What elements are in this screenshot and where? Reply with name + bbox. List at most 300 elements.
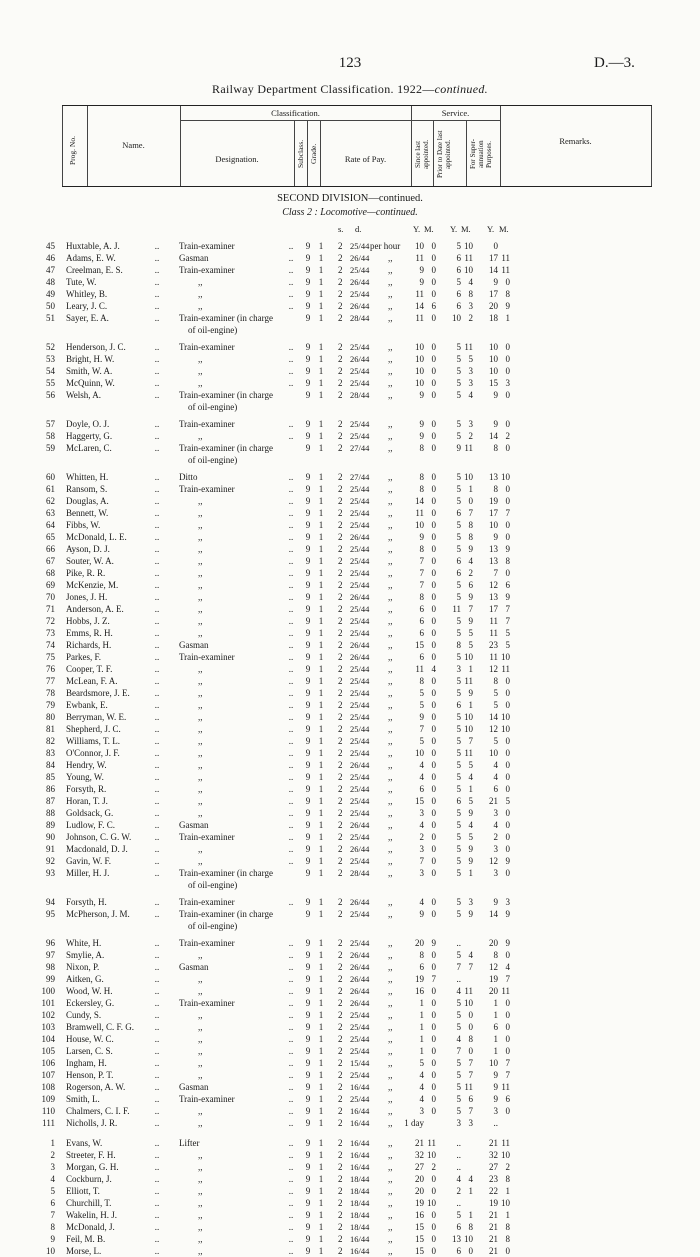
rate-shillings-cell: 2 [338, 366, 343, 376]
leader-dots: .. [288, 301, 294, 311]
rate-unit-cell: ,, [388, 760, 393, 770]
designation-cell: ,, [198, 1174, 203, 1184]
name-cell: Cooper, T. F. [66, 664, 113, 674]
table-row [0, 896, 700, 908]
subclass-cell: 9 [305, 431, 311, 441]
rate-shillings-cell: 2 [338, 736, 343, 746]
service-value-cell: 9 [419, 390, 424, 400]
service-value-cell: 0 [431, 962, 436, 972]
service-value-cell: 20 [489, 301, 498, 311]
designation-cell: ,, [198, 1118, 203, 1128]
rate-shillings-cell: 2 [338, 443, 343, 453]
designation-continuation-cell: of oil-engine) [188, 880, 238, 890]
leader-dots: .. [154, 856, 160, 866]
name-cell: Aitken, G. [66, 974, 104, 984]
rate-shillings-cell: 2 [338, 986, 343, 996]
designation-cell: ,, [198, 724, 203, 734]
leader-dots: .. [288, 748, 294, 758]
name-cell: Tute, W. [66, 277, 97, 287]
service-value-cell: 5 [456, 1094, 461, 1104]
rate-shillings-cell: 2 [338, 520, 343, 530]
service-value-cell: 3 [505, 897, 510, 907]
rate-unit-cell: ,, [388, 568, 393, 578]
rate-shillings-cell: 2 [338, 897, 343, 907]
table-row [0, 543, 700, 555]
rate-unit-cell: ,, [388, 616, 393, 626]
rate-pence-cell: 26/44 [350, 986, 370, 996]
rate-pence-cell: 25/44 [350, 544, 370, 554]
rate-shillings-cell: 2 [338, 832, 343, 842]
rate-shillings-cell: 2 [338, 265, 343, 275]
service-value-cell: 6 [493, 784, 498, 794]
table-row [0, 1021, 700, 1033]
table-row-continuation [0, 401, 700, 413]
name-cell: Horan, T. J. [66, 796, 108, 806]
rate-pence-cell: 25/44 [350, 378, 370, 388]
subclass-cell: 9 [305, 652, 311, 662]
service-value-cell: 1 [419, 1022, 424, 1032]
rate-pence-cell: 25/44 [350, 616, 370, 626]
leader-dots: .. [154, 676, 160, 686]
leader-dots: .. [288, 712, 294, 722]
subclass-cell: 9 [305, 1174, 311, 1184]
prog-no-cell: 110 [41, 1106, 55, 1116]
prog-no-cell: 111 [42, 1118, 55, 1128]
rate-pence-cell: 26/44 [350, 640, 370, 650]
subclass-cell: 9 [305, 604, 311, 614]
name-cell: Macdonald, D. J. [66, 844, 128, 854]
table-row [0, 675, 700, 687]
service-value-cell: 20 [415, 1186, 424, 1196]
service-value-cell: 5 [456, 856, 461, 866]
header-since-last: Since last appointed. [414, 139, 430, 169]
subclass-cell: 9 [305, 544, 311, 554]
service-value-cell: 0 [431, 265, 436, 275]
subclass-cell: 9 [305, 909, 311, 919]
service-value-cell: 8 [505, 1234, 510, 1244]
service-value-cell: 5 [419, 736, 424, 746]
rate-pence-cell: 26/44 [350, 652, 370, 662]
leader-dots: .. [154, 1106, 160, 1116]
rate-shillings-cell: 2 [338, 628, 343, 638]
rate-pence-cell: 25/44 [350, 241, 370, 251]
service-value-cell: 0 [468, 1246, 473, 1256]
leader-dots: .. [154, 712, 160, 722]
service-value-cell: 8 [493, 950, 498, 960]
rate-unit-cell: ,, [388, 938, 393, 948]
service-value-cell: 21 [489, 1138, 498, 1148]
service-value-cell: 11 [501, 664, 510, 674]
service-value-cell: 10 [415, 520, 424, 530]
service-value-cell: 0 [505, 998, 510, 1008]
service-value-cell: 21 [489, 1234, 498, 1244]
leader-dots: .. [154, 580, 160, 590]
leader-dots: .. [288, 1210, 294, 1220]
table-row [0, 1173, 700, 1185]
rate-pence-cell: 25/44 [350, 580, 370, 590]
prog-no-cell: 103 [41, 1022, 55, 1032]
service-value-cell: 0 [431, 289, 436, 299]
service-value-cell: 1 [419, 1046, 424, 1056]
designation-cell: Train-examiner (in charge [179, 390, 273, 400]
designation-cell: ,, [198, 544, 203, 554]
service-value-cell: 7 [431, 974, 436, 984]
name-cell: O'Connor, J. F. [66, 748, 120, 758]
grade-cell: 1 [318, 676, 324, 686]
service-value-cell: 32 [415, 1150, 424, 1160]
service-value-cell: 9 [505, 909, 510, 919]
rate-unit-cell: ,, [388, 520, 393, 530]
prog-no-cell: 92 [46, 856, 55, 866]
designation-cell: Train-examiner [179, 832, 235, 842]
rate-pence-cell: 26/44 [350, 950, 370, 960]
table-row [0, 1209, 700, 1221]
service-value-cell: 2 [505, 1162, 510, 1172]
service-value-cell: 11 [427, 1138, 436, 1148]
service-value-cell: 7 [468, 962, 473, 972]
service-value-cell: 9 [468, 544, 473, 554]
service-value-cell: 8 [493, 443, 498, 453]
rate-unit-cell: ,, [388, 1138, 393, 1148]
rate-pence-cell: 16/44 [350, 1234, 370, 1244]
service-value-cell: 4 [431, 664, 436, 674]
leader-dots: .. [288, 974, 294, 984]
service-value-cell: 11 [415, 664, 424, 674]
service-value-cell: 17 [489, 253, 498, 263]
designation-cell: ,, [198, 950, 203, 960]
table-row-continuation [0, 879, 700, 891]
designation-cell: ,, [198, 712, 203, 722]
leader-dots: .. [154, 700, 160, 710]
service-value-cell: 0 [431, 419, 436, 429]
leader-dots: .. [154, 784, 160, 794]
service-value-cell: 5 [456, 354, 461, 364]
leader-dots: .. [288, 688, 294, 698]
service-value-cell: 7 [493, 568, 498, 578]
designation-cell: Train-examiner [179, 419, 235, 429]
name-cell: Evans, W. [66, 1138, 103, 1148]
prog-no-cell: 50 [46, 301, 55, 311]
subclass-cell: 9 [305, 962, 311, 972]
service-value-cell: 0 [505, 820, 510, 830]
rate-pence-cell: 25/44 [350, 1010, 370, 1020]
service-value-cell: 4 [468, 556, 473, 566]
table-row [0, 264, 700, 276]
table-row [0, 831, 700, 843]
service-value-cell: 5 [456, 472, 461, 482]
service-value-cell: 4 [456, 986, 461, 996]
rate-unit-cell: ,, [388, 748, 393, 758]
leader-dots: .. [288, 496, 294, 506]
service-value-cell: 5 [505, 628, 510, 638]
name-cell: Berryman, W. E. [66, 712, 127, 722]
name-cell: McKenzie, M. [66, 580, 119, 590]
subclass-cell: 9 [305, 1150, 311, 1160]
service-value-cell: 5 [456, 676, 461, 686]
subclass-cell: 9 [305, 1198, 311, 1208]
service-value-cell: 5 [493, 700, 498, 710]
name-cell: Henson, P. T. [66, 1070, 114, 1080]
leader-dots: .. [288, 289, 294, 299]
prog-no-cell: 52 [46, 342, 55, 352]
rate-unit-cell: ,, [388, 313, 393, 323]
grade-cell: 1 [318, 1198, 324, 1208]
service-value-cell: 0 [505, 868, 510, 878]
designation-cell: Train-examiner (in charge [179, 443, 273, 453]
service-value-cell: 0 [431, 652, 436, 662]
rate-pence-cell: 25/44 [350, 1034, 370, 1044]
service-value-cell: 11 [415, 289, 424, 299]
subclass-cell: 9 [305, 950, 311, 960]
service-value-cell: 0 [505, 1106, 510, 1116]
service-value-cell: 1 day [404, 1118, 424, 1128]
grade-cell: 1 [318, 604, 324, 614]
grade-cell: 1 [318, 354, 324, 364]
service-value-cell: 5 [456, 808, 461, 818]
table-row [0, 567, 700, 579]
service-value-cell: 8 [419, 484, 424, 494]
leader-dots: .. [154, 974, 160, 984]
service-value-cell: 2 [456, 1186, 461, 1196]
service-value-cell: 0 [431, 1070, 436, 1080]
leader-dots: .. [288, 366, 294, 376]
service-value-cell: 7 [468, 1106, 473, 1116]
rate-unit-cell: ,, [388, 796, 393, 806]
rate-unit-cell: ,, [388, 724, 393, 734]
leader-dots: .. [288, 1198, 294, 1208]
service-value-cell: 0 [431, 760, 436, 770]
rate-pence-cell: 25/44 [350, 342, 370, 352]
grade-cell: 1 [318, 289, 324, 299]
rate-pence-cell: 25/44 [350, 496, 370, 506]
name-cell: Nicholls, J. R. [66, 1118, 118, 1128]
leader-dots: .. [288, 1034, 294, 1044]
name-cell: Smith, L. [66, 1094, 100, 1104]
service-value-cell: 15 [415, 796, 424, 806]
service-value-cell: 5 [456, 277, 461, 287]
subclass-cell: 9 [305, 856, 311, 866]
service-value-cell: 1 [468, 664, 473, 674]
leader-dots: .. [288, 998, 294, 1008]
prog-no-cell: 76 [46, 664, 55, 674]
service-value-cell: 9 [505, 544, 510, 554]
name-cell: Sayer, E. A. [66, 313, 109, 323]
service-value-cell: 18 [489, 313, 498, 323]
service-value-cell: 16 [415, 986, 424, 996]
grade-cell: 1 [318, 378, 324, 388]
service-value-cell: 0 [468, 1046, 473, 1056]
service-value-cell: 0 [505, 950, 510, 960]
rate-unit-cell: ,, [388, 1186, 393, 1196]
leader-dots: .. [288, 1046, 294, 1056]
grade-cell: 1 [318, 241, 324, 251]
service-value-cell: 3 [456, 664, 461, 674]
subclass-cell: 9 [305, 1210, 311, 1220]
designation-cell: ,, [198, 1210, 203, 1220]
page-title [0, 82, 700, 97]
service-value-cell: 0 [431, 592, 436, 602]
service-value-cell: 10 [489, 354, 498, 364]
name-cell: Goldsack, G. [66, 808, 114, 818]
service-value-cell: 9 [468, 616, 473, 626]
name-cell: Larsen, C. S. [66, 1046, 113, 1056]
table-row [0, 973, 700, 985]
leader-dots: .. [154, 1198, 160, 1208]
rate-pence-cell: 26/44 [350, 532, 370, 542]
rate-unit-cell: ,, [388, 1162, 393, 1172]
grade-cell: 1 [318, 938, 324, 948]
rate-unit-cell: ,, [388, 820, 393, 830]
table-row [0, 1105, 700, 1117]
rate-unit-cell: ,, [388, 868, 393, 878]
service-value-cell: 9 [431, 938, 436, 948]
service-value-cell: 20 [415, 938, 424, 948]
service-value-cell: 10 [489, 748, 498, 758]
service-value-cell: 0 [505, 277, 510, 287]
service-value-cell: 0 [431, 897, 436, 907]
name-cell: Feil, M. B. [66, 1234, 106, 1244]
name-cell: Ewbank, E. [66, 700, 108, 710]
prog-no-cell: 45 [46, 241, 55, 251]
service-value-cell: .. [456, 1162, 461, 1172]
rate-unit-cell: ,, [388, 508, 393, 518]
designation-cell: ,, [198, 796, 203, 806]
rate-shillings-cell: 2 [338, 1198, 343, 1208]
leader-dots: .. [154, 342, 160, 352]
rate-shillings-cell: 2 [338, 390, 343, 400]
service-value-cell: 1 [493, 1046, 498, 1056]
table-row [0, 442, 700, 454]
grade-cell: 1 [318, 1222, 324, 1232]
table-row [0, 1149, 700, 1161]
service-value-cell: 0 [431, 443, 436, 453]
name-cell: Johnson, C. G. W. [66, 832, 132, 842]
prog-no-cell: 56 [46, 390, 55, 400]
leader-dots: .. [288, 820, 294, 830]
prog-no-cell: 7 [50, 1210, 55, 1220]
leader-dots: .. [288, 628, 294, 638]
leader-dots: .. [154, 532, 160, 542]
prog-no-cell: 66 [46, 544, 55, 554]
service-value-cell: 1 [468, 1210, 473, 1220]
service-value-cell: 10 [464, 652, 473, 662]
prog-no-cell: 83 [46, 748, 55, 758]
service-value-cell: 0 [493, 241, 498, 251]
service-value-cell: 9 [419, 532, 424, 542]
rate-unit-cell: ,, [388, 1046, 393, 1056]
prog-no-cell: 72 [46, 616, 55, 626]
subclass-cell: 9 [305, 820, 311, 830]
rate-pence-cell: 25/44 [350, 366, 370, 376]
table-row [0, 627, 700, 639]
service-value-cell: 0 [505, 736, 510, 746]
rate-shillings-cell: 2 [338, 301, 343, 311]
rate-shillings-cell: 2 [338, 253, 343, 263]
rate-pence-cell: 25/44 [350, 784, 370, 794]
leader-dots: .. [154, 897, 160, 907]
subclass-cell: 9 [305, 1070, 311, 1080]
table-row [0, 430, 700, 442]
rate-unit-cell: ,, [388, 354, 393, 364]
leader-dots: .. [154, 390, 160, 400]
service-value-cell: 12 [489, 724, 498, 734]
table-row [0, 1117, 700, 1129]
service-value-cell: 10 [415, 342, 424, 352]
service-value-cell: 0 [431, 688, 436, 698]
service-value-cell: 7 [456, 1046, 461, 1056]
leader-dots: .. [154, 1022, 160, 1032]
subclass-cell: 9 [305, 580, 311, 590]
service-value-cell: 9 [468, 909, 473, 919]
grade-cell: 1 [318, 592, 324, 602]
service-value-cell: 19 [489, 496, 498, 506]
rate-pence-cell: 25/44 [350, 520, 370, 530]
rate-shillings-cell: 2 [338, 1222, 343, 1232]
grade-cell: 1 [318, 1234, 324, 1244]
leader-dots: .. [288, 1234, 294, 1244]
rate-pence-cell: 16/44 [350, 1106, 370, 1116]
service-value-cell: 2 [505, 431, 510, 441]
rate-unit-cell: ,, [388, 342, 393, 352]
service-value-cell: 0 [431, 1022, 436, 1032]
service-value-cell: 5 [456, 241, 461, 251]
service-value-cell: 21 [489, 1246, 498, 1256]
subclass-cell: 9 [305, 568, 311, 578]
leader-dots: .. [154, 652, 160, 662]
service-value-cell: 10 [464, 724, 473, 734]
service-value-cell: 14 [489, 265, 498, 275]
leader-dots: .. [288, 484, 294, 494]
subclass-cell: 9 [305, 616, 311, 626]
rate-shillings-cell: 2 [338, 760, 343, 770]
service-value-cell: 7 [505, 1070, 510, 1080]
table-row [0, 1185, 700, 1197]
rate-pence-cell: 26/44 [350, 301, 370, 311]
service-value-cell: 5 [456, 419, 461, 429]
rate-unit-cell: ,, [388, 1094, 393, 1104]
service-value-cell: 10 [464, 1234, 473, 1244]
designation-cell: ,, [198, 1058, 203, 1068]
rate-shillings-cell: 2 [338, 909, 343, 919]
service-value-cell: 5 [468, 640, 473, 650]
table-row [0, 937, 700, 949]
rate-unit-cell: ,, [388, 532, 393, 542]
service-value-cell: 2 [431, 1162, 436, 1172]
designation-cell: ,, [198, 772, 203, 782]
rate-pence-cell: 25/44 [350, 604, 370, 614]
service-value-cell: 5 [456, 342, 461, 352]
service-value-cell: 0 [431, 253, 436, 263]
rate-unit-cell: ,, [388, 472, 393, 482]
leader-dots: .. [288, 1174, 294, 1184]
service-value-cell: 0 [431, 1222, 436, 1232]
rate-unit-cell: ,, [388, 1010, 393, 1020]
designation-cell: ,, [198, 520, 203, 530]
designation-cell: ,, [198, 808, 203, 818]
prog-no-cell: 84 [46, 760, 55, 770]
leader-dots: .. [154, 1138, 160, 1148]
service-value-cell: 7 [419, 568, 424, 578]
leader-dots: .. [154, 1186, 160, 1196]
units-s: s. [338, 224, 344, 234]
prog-no-cell: 82 [46, 736, 55, 746]
prog-no-cell: 96 [46, 938, 55, 948]
leader-dots: .. [154, 832, 160, 842]
rate-unit-cell: ,, [388, 909, 393, 919]
designation-continuation-cell: of oil-engine) [188, 921, 238, 931]
service-value-cell: 6 [493, 1022, 498, 1032]
name-cell: Creelman, E. S. [66, 265, 123, 275]
